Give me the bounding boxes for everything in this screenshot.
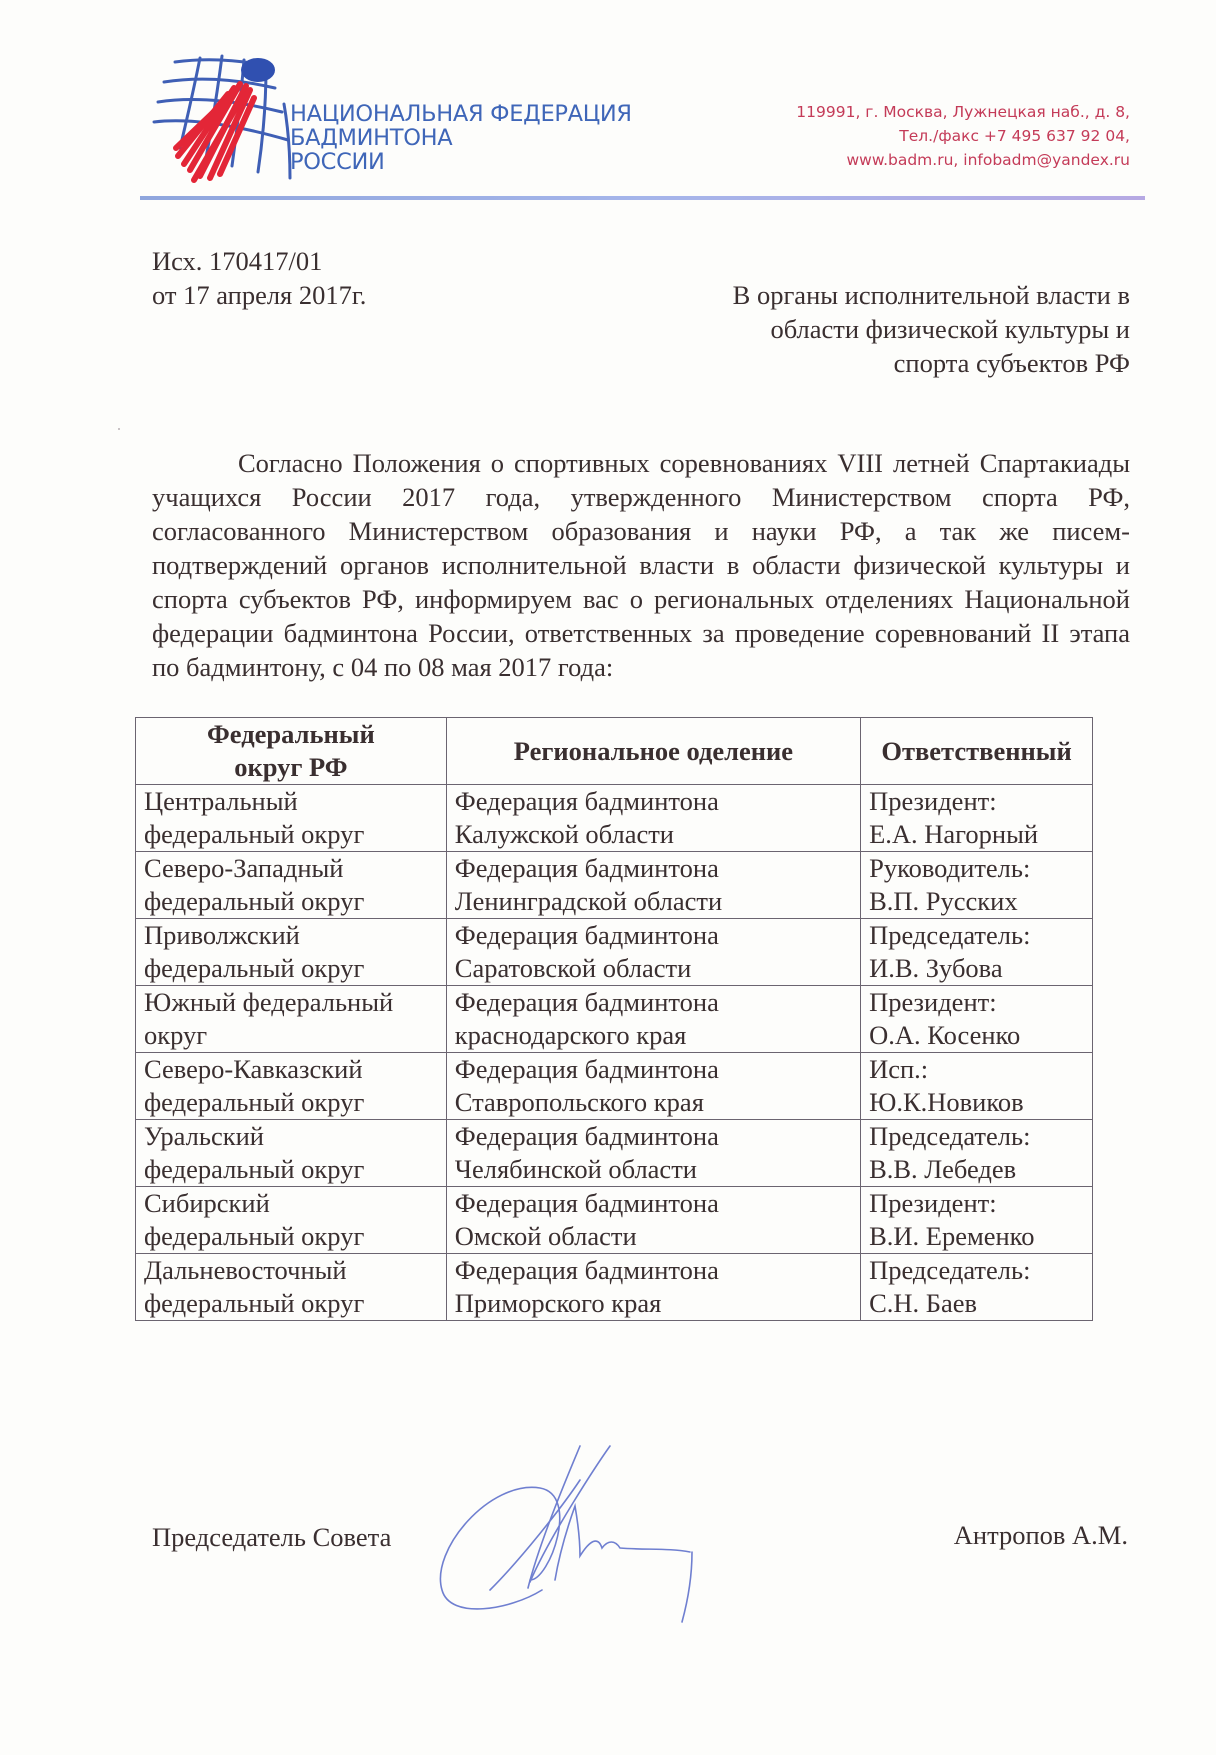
responsible-cell bbox=[861, 785, 1093, 852]
web-email-line: www.badm.ru, infobadm@yandex.ru bbox=[846, 151, 1130, 169]
district-cell-line: федеральный округ bbox=[144, 953, 365, 983]
district-cell-line: федеральный округ bbox=[144, 819, 365, 849]
branch-cell-line: Челябинской области bbox=[454, 1154, 697, 1184]
district-cell-line: Северо-Западный bbox=[144, 853, 344, 883]
responsible-cell bbox=[861, 1053, 1093, 1120]
branch-cell bbox=[446, 919, 860, 986]
district-cell-line: Северо-Кавказский bbox=[144, 1054, 363, 1084]
table-row bbox=[136, 852, 1093, 919]
federation-logo-icon bbox=[150, 48, 310, 188]
branch-cell-line: Федерация бадминтона bbox=[454, 1054, 719, 1084]
district-cell bbox=[136, 1120, 447, 1187]
branch-cell-line: Федерация бадминтона bbox=[454, 1255, 719, 1285]
branch-cell bbox=[446, 852, 860, 919]
branch-cell-line: Федерация бадминтона bbox=[454, 853, 719, 883]
org-name-line: БАДМИНТОНА bbox=[290, 125, 453, 151]
responsible-cell-line: Председатель: bbox=[869, 920, 1031, 950]
responsible-cell bbox=[861, 919, 1093, 986]
outgoing-reference bbox=[152, 244, 366, 312]
district-cell bbox=[136, 852, 447, 919]
branch-cell bbox=[446, 785, 860, 852]
responsible-cell-line: В.П. Русских bbox=[869, 886, 1018, 916]
regional-branches-table bbox=[135, 717, 1093, 1321]
reference-date: от 17 апреля 2017г. bbox=[152, 280, 367, 310]
branch-cell bbox=[446, 1187, 860, 1254]
district-cell-line: Дальневосточный bbox=[144, 1255, 347, 1285]
branch-cell bbox=[446, 1053, 860, 1120]
district-cell bbox=[136, 1053, 447, 1120]
responsible-cell-line: Президент: bbox=[869, 1188, 997, 1218]
org-name-line: НАЦИОНАЛЬНАЯ ФЕДЕРАЦИЯ bbox=[290, 101, 632, 127]
district-cell-line: Приволжский bbox=[144, 920, 300, 950]
responsible-cell-line: Е.А. Нагорный bbox=[869, 819, 1039, 849]
district-cell-line: Южный федеральный bbox=[144, 987, 394, 1017]
responsible-cell-line: Руководитель: bbox=[869, 853, 1031, 883]
responsible-cell-line: С.Н. Баев bbox=[869, 1288, 978, 1318]
responsible-cell-line: Ю.К.Новиков bbox=[869, 1087, 1024, 1117]
district-cell bbox=[136, 1254, 447, 1321]
responsible-cell-line: О.А. Косенко bbox=[869, 1020, 1021, 1050]
district-cell-line: федеральный округ bbox=[144, 886, 365, 916]
table-row bbox=[136, 1053, 1093, 1120]
responsible-cell-line: Президент: bbox=[869, 786, 997, 816]
district-cell bbox=[136, 785, 447, 852]
branch-cell-line: Саратовской области bbox=[454, 953, 692, 983]
addressee-line: области физической культуры и bbox=[770, 314, 1130, 344]
branch-cell-line: Ставропольского края bbox=[454, 1087, 704, 1117]
table-row bbox=[136, 785, 1093, 852]
addressee-line: спорта субъектов РФ bbox=[893, 348, 1130, 378]
district-cell bbox=[136, 919, 447, 986]
branch-cell-line: Приморского края bbox=[454, 1288, 662, 1318]
signatory-position: Председатель Совета bbox=[152, 1522, 392, 1552]
responsible-cell-line: Исп.: bbox=[869, 1054, 929, 1084]
district-cell-line: федеральный округ bbox=[144, 1154, 365, 1184]
branch-cell-line: Калужской области bbox=[454, 819, 674, 849]
address-line: 119991, г. Москва, Лужнецкая наб., д. 8, bbox=[796, 103, 1130, 121]
header-responsible: Ответственный bbox=[861, 718, 1093, 785]
header-branch: Региональное оделение bbox=[446, 718, 860, 785]
district-cell-line: Уральский bbox=[144, 1121, 264, 1151]
responsible-cell-line: В.И. Еременко bbox=[869, 1221, 1035, 1251]
responsible-cell bbox=[861, 986, 1093, 1053]
table-row bbox=[136, 986, 1093, 1053]
responsible-cell bbox=[861, 852, 1093, 919]
signatory-name: Антропов А.М. bbox=[953, 1520, 1128, 1550]
district-cell bbox=[136, 1187, 447, 1254]
org-name-line: РОССИИ bbox=[290, 149, 385, 175]
branch-cell bbox=[446, 1120, 860, 1187]
contact-block bbox=[796, 100, 1130, 172]
district-cell-line: федеральный округ bbox=[144, 1087, 365, 1117]
table-row bbox=[136, 1120, 1093, 1187]
scan-speck bbox=[118, 428, 120, 430]
addressee-line: В органы исполнительной власти в bbox=[732, 280, 1130, 310]
district-cell bbox=[136, 986, 447, 1053]
header-district: Федеральный округ РФ bbox=[136, 718, 447, 785]
responsible-cell bbox=[861, 1120, 1093, 1187]
branch-cell-line: Федерация бадминтона bbox=[454, 920, 719, 950]
responsible-cell bbox=[861, 1187, 1093, 1254]
org-name bbox=[290, 102, 632, 174]
table-row bbox=[136, 919, 1093, 986]
branch-cell-line: Федерация бадминтона bbox=[454, 987, 719, 1017]
district-cell-line: Сибирский bbox=[144, 1188, 270, 1218]
branch-cell bbox=[446, 986, 860, 1053]
table-row bbox=[136, 1187, 1093, 1254]
district-cell-line: округ bbox=[144, 1020, 208, 1050]
table-header-row bbox=[136, 718, 1093, 785]
phone-line: Тел./факс +7 495 637 92 04, bbox=[899, 127, 1130, 145]
responsible-cell-line: Председатель: bbox=[869, 1121, 1031, 1151]
responsible-cell-line: И.В. Зубова bbox=[869, 953, 1003, 983]
addressee bbox=[733, 278, 1130, 380]
branch-cell bbox=[446, 1254, 860, 1321]
responsible-cell-line: Президент: bbox=[869, 987, 997, 1017]
branch-cell-line: Омской области bbox=[454, 1221, 637, 1251]
table-row bbox=[136, 1254, 1093, 1321]
responsible-cell-line: Председатель: bbox=[869, 1255, 1031, 1285]
district-cell-line: Центральный bbox=[144, 786, 298, 816]
district-cell-line: федеральный округ bbox=[144, 1221, 365, 1251]
branch-cell-line: краснодарского края bbox=[454, 1020, 687, 1050]
responsible-cell-line: В.В. Лебедев bbox=[869, 1154, 1017, 1184]
district-cell-line: федеральный округ bbox=[144, 1288, 365, 1318]
branch-cell-line: Федерация бадминтона bbox=[454, 1188, 719, 1218]
handwritten-signature bbox=[430, 1440, 760, 1630]
branch-cell-line: Ленинградской области bbox=[454, 886, 723, 916]
responsible-cell bbox=[861, 1254, 1093, 1321]
branch-cell-line: Федерация бадминтона bbox=[454, 1121, 719, 1151]
body-paragraph: Согласно Положения о спортивных соревнованиях VIII летней Спартакиады учащихся России 2017 года, утвержденного Министерством спорта РФ, согласованного Министерством образования и науки РФ, а так же писем-подтверждений органов исполнительной власти в области физической культуры и спорта субъектов РФ, информируем вас о региональных отделениях Национальной федерации бадминтона России, ответственных за проведение соревнований II этапа по бадминтону, с 04 по 08 мая 2017 года: bbox=[152, 448, 1130, 682]
branch-cell-line: Федерация бадминтона bbox=[454, 786, 719, 816]
reference-number: Исх. 170417/01 bbox=[152, 246, 323, 276]
header-divider bbox=[140, 196, 1145, 200]
